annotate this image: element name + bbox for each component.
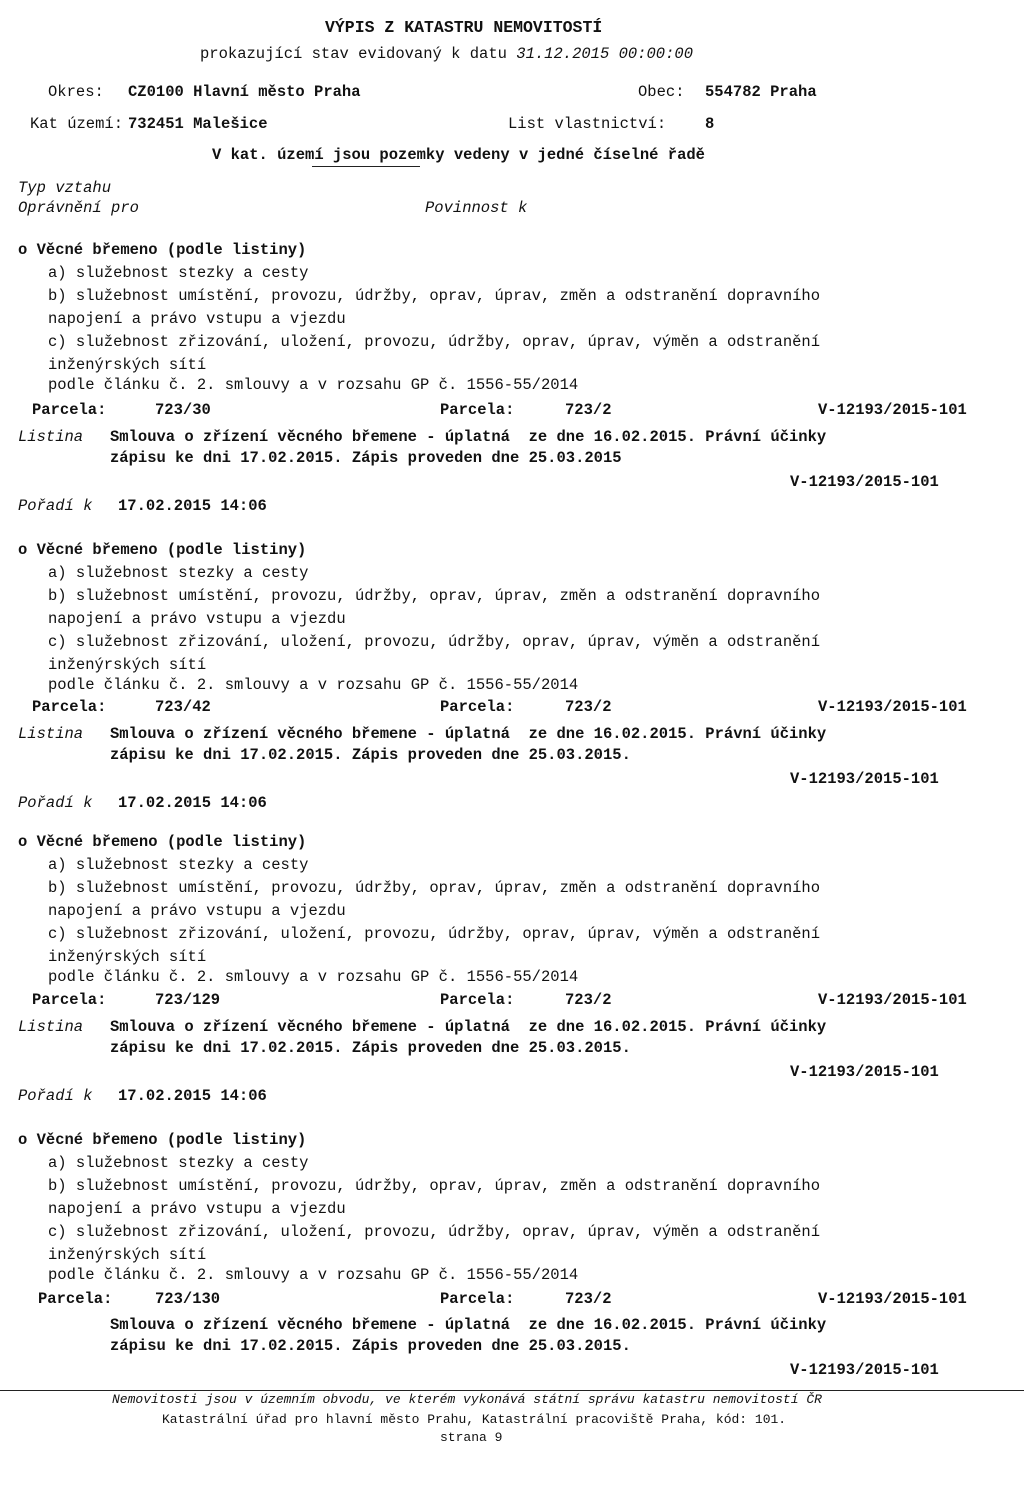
entry-clause-b-cont: napojení a právo vstupu a vjezdu	[48, 610, 346, 628]
document-subtitle: prokazující stav evidovaný k datu 31.12.2015 00:00:00	[200, 45, 693, 63]
reference-number: V-12193/2015-101	[818, 698, 967, 716]
entry-clause-b: b) služebnost umístění, provozu, údržby, oprav, úprav, změn a odstranění dopravního	[48, 587, 821, 605]
listina-label: Listina	[18, 1018, 84, 1036]
listina-label: Listina	[18, 725, 84, 743]
entry-heading: o Věcné břemeno (podle listiny)	[18, 241, 307, 259]
obec-label: Obec:	[638, 83, 685, 101]
reference-number-2: V-12193/2015-101	[790, 770, 939, 788]
entry-clause-b: b) služebnost umístění, provozu, údržby, oprav, úprav, změn a odstranění dopravního	[48, 879, 821, 897]
entry-clause-a: a) služebnost stezky a cesty	[48, 856, 309, 874]
entry-clause-c-cont: inženýrských sítí	[48, 356, 207, 374]
entry-clause-c-cont: inženýrských sítí	[48, 948, 207, 966]
listina-label: Listina	[18, 428, 84, 446]
listina-text-cont: zápisu ke dni 17.02.2015. Zápis proveden dne 25.03.2015.	[110, 1337, 631, 1355]
poradi-label: Pořadí k	[18, 497, 93, 515]
obec-value: 554782 Praha	[705, 83, 817, 101]
lv-label: List vlastnictví:	[508, 115, 667, 133]
entry-heading: o Věcné břemeno (podle listiny)	[18, 541, 307, 559]
parcel-from-label: Parcela:	[32, 698, 107, 716]
note-underline	[312, 166, 420, 167]
poradi-value: 17.02.2015 14:06	[118, 497, 267, 515]
lv-value: 8	[705, 115, 715, 133]
parcel-from: 723/129	[155, 991, 221, 1009]
listina-text: Smlouva o zřízení věcného břemene - úplatná ze dne 16.02.2015. Právní účinky	[110, 428, 827, 446]
entry-heading: o Věcné břemeno (podle listiny)	[18, 1131, 307, 1149]
entry-clause-c: c) služebnost zřizování, uložení, provozu, údržby, oprav, úprav, výměn a odstranění	[48, 925, 821, 943]
entry-clause-c: c) služebnost zřizování, uložení, provozu, údržby, oprav, úprav, výměn a odstranění	[48, 633, 821, 651]
entry-clause-b-cont: napojení a právo vstupu a vjezdu	[48, 310, 346, 328]
entry-basis: podle článku č. 2. smlouvy a v rozsahu GP č. 1556-55/2014	[48, 1266, 579, 1284]
parcel-to-label: Parcela:	[440, 401, 515, 419]
col-opravneni-pro: Oprávnění pro	[18, 199, 139, 217]
parcel-to: 723/2	[565, 401, 612, 419]
reference-number: V-12193/2015-101	[818, 1290, 967, 1308]
parcel-to: 723/2	[565, 991, 612, 1009]
poradi-label: Pořadí k	[18, 794, 93, 812]
entry-basis: podle článku č. 2. smlouvy a v rozsahu GP č. 1556-55/2014	[48, 676, 579, 694]
listina-text-cont: zápisu ke dni 17.02.2015. Zápis proveden dne 25.03.2015.	[110, 746, 631, 764]
reference-number: V-12193/2015-101	[818, 991, 967, 1009]
page-number: strana 9	[440, 1430, 503, 1445]
footer-office: Katastrální úřad pro hlavní město Prahu, Katastrální pracoviště Praha, kód: 101.	[162, 1412, 787, 1427]
parcel-to-label: Parcela:	[440, 991, 515, 1009]
parcel-from: 723/42	[155, 698, 211, 716]
kat-uzemi-value: 732451 Malešice	[128, 115, 268, 133]
entry-clause-c: c) služebnost zřizování, uložení, provozu, údržby, oprav, úprav, výměn a odstranění	[48, 333, 821, 351]
entry-clause-c-cont: inženýrských sítí	[48, 656, 207, 674]
col-typ-vztahu: Typ vztahu	[18, 179, 112, 197]
entry-clause-b: b) služebnost umístění, provozu, údržby, oprav, úprav, změn a odstranění dopravního	[48, 287, 821, 305]
kat-uzemi-label: Kat území:	[30, 115, 124, 133]
entry-clause-a: a) služebnost stezky a cesty	[48, 1154, 309, 1172]
entry-heading: o Věcné břemeno (podle listiny)	[18, 833, 307, 851]
reference-number: V-12193/2015-101	[818, 401, 967, 419]
footer-jurisdiction: Nemovitosti jsou v územním obvodu, ve kterém vykonává státní správu katastru nemovitostí ČR	[112, 1392, 822, 1407]
entry-clause-c-cont: inženýrských sítí	[48, 1246, 207, 1264]
entry-clause-b-cont: napojení a právo vstupu a vjezdu	[48, 1200, 346, 1218]
okres-value: CZ0100 Hlavní město Praha	[128, 83, 361, 101]
parcel-to: 723/2	[565, 1290, 612, 1308]
entry-clause-a: a) služebnost stezky a cesty	[48, 564, 309, 582]
document-title: VÝPIS Z KATASTRU NEMOVITOSTÍ	[325, 18, 603, 37]
entry-clause-b: b) služebnost umístění, provozu, údržby, oprav, úprav, změn a odstranění dopravního	[48, 1177, 821, 1195]
entry-basis: podle článku č. 2. smlouvy a v rozsahu GP č. 1556-55/2014	[48, 968, 579, 986]
parcel-from: 723/130	[155, 1290, 221, 1308]
entry-clause-b-cont: napojení a právo vstupu a vjezdu	[48, 902, 346, 920]
parcel-from-label: Parcela:	[32, 991, 107, 1009]
listina-text: Smlouva o zřízení věcného břemene - úplatná ze dne 16.02.2015. Právní účinky	[110, 1316, 827, 1334]
poradi-value: 17.02.2015 14:06	[118, 1087, 267, 1105]
okres-label: Okres:	[48, 83, 104, 101]
poradi-label: Pořadí k	[18, 1087, 93, 1105]
listina-text-cont: zápisu ke dni 17.02.2015. Zápis proveden dne 25.03.2015.	[110, 1039, 631, 1057]
listina-text: Smlouva o zřízení věcného břemene - úplatná ze dne 16.02.2015. Právní účinky	[110, 725, 827, 743]
col-povinnost-k: Povinnost k	[425, 199, 528, 217]
listina-text: Smlouva o zřízení věcného břemene - úplatná ze dne 16.02.2015. Právní účinky	[110, 1018, 827, 1036]
parcel-from-label: Parcela:	[38, 1290, 113, 1308]
parcel-to-label: Parcela:	[440, 1290, 515, 1308]
reference-number-2: V-12193/2015-101	[790, 1063, 939, 1081]
entry-basis: podle článku č. 2. smlouvy a v rozsahu GP č. 1556-55/2014	[48, 376, 579, 394]
listina-text-cont: zápisu ke dni 17.02.2015. Zápis proveden dne 25.03.2015	[110, 449, 622, 467]
parcel-from: 723/30	[155, 401, 211, 419]
reference-number-2: V-12193/2015-101	[790, 473, 939, 491]
parcel-to-label: Parcela:	[440, 698, 515, 716]
parcel-to: 723/2	[565, 698, 612, 716]
entry-clause-a: a) služebnost stezky a cesty	[48, 264, 309, 282]
parcel-from-label: Parcela:	[32, 401, 107, 419]
reference-number-2: V-12193/2015-101	[790, 1361, 939, 1379]
numbering-note: V kat. území jsou pozemky vedeny v jedné číselné řadě	[212, 146, 705, 164]
poradi-value: 17.02.2015 14:06	[118, 794, 267, 812]
entry-clause-c: c) služebnost zřizování, uložení, provozu, údržby, oprav, úprav, výměn a odstranění	[48, 1223, 821, 1241]
